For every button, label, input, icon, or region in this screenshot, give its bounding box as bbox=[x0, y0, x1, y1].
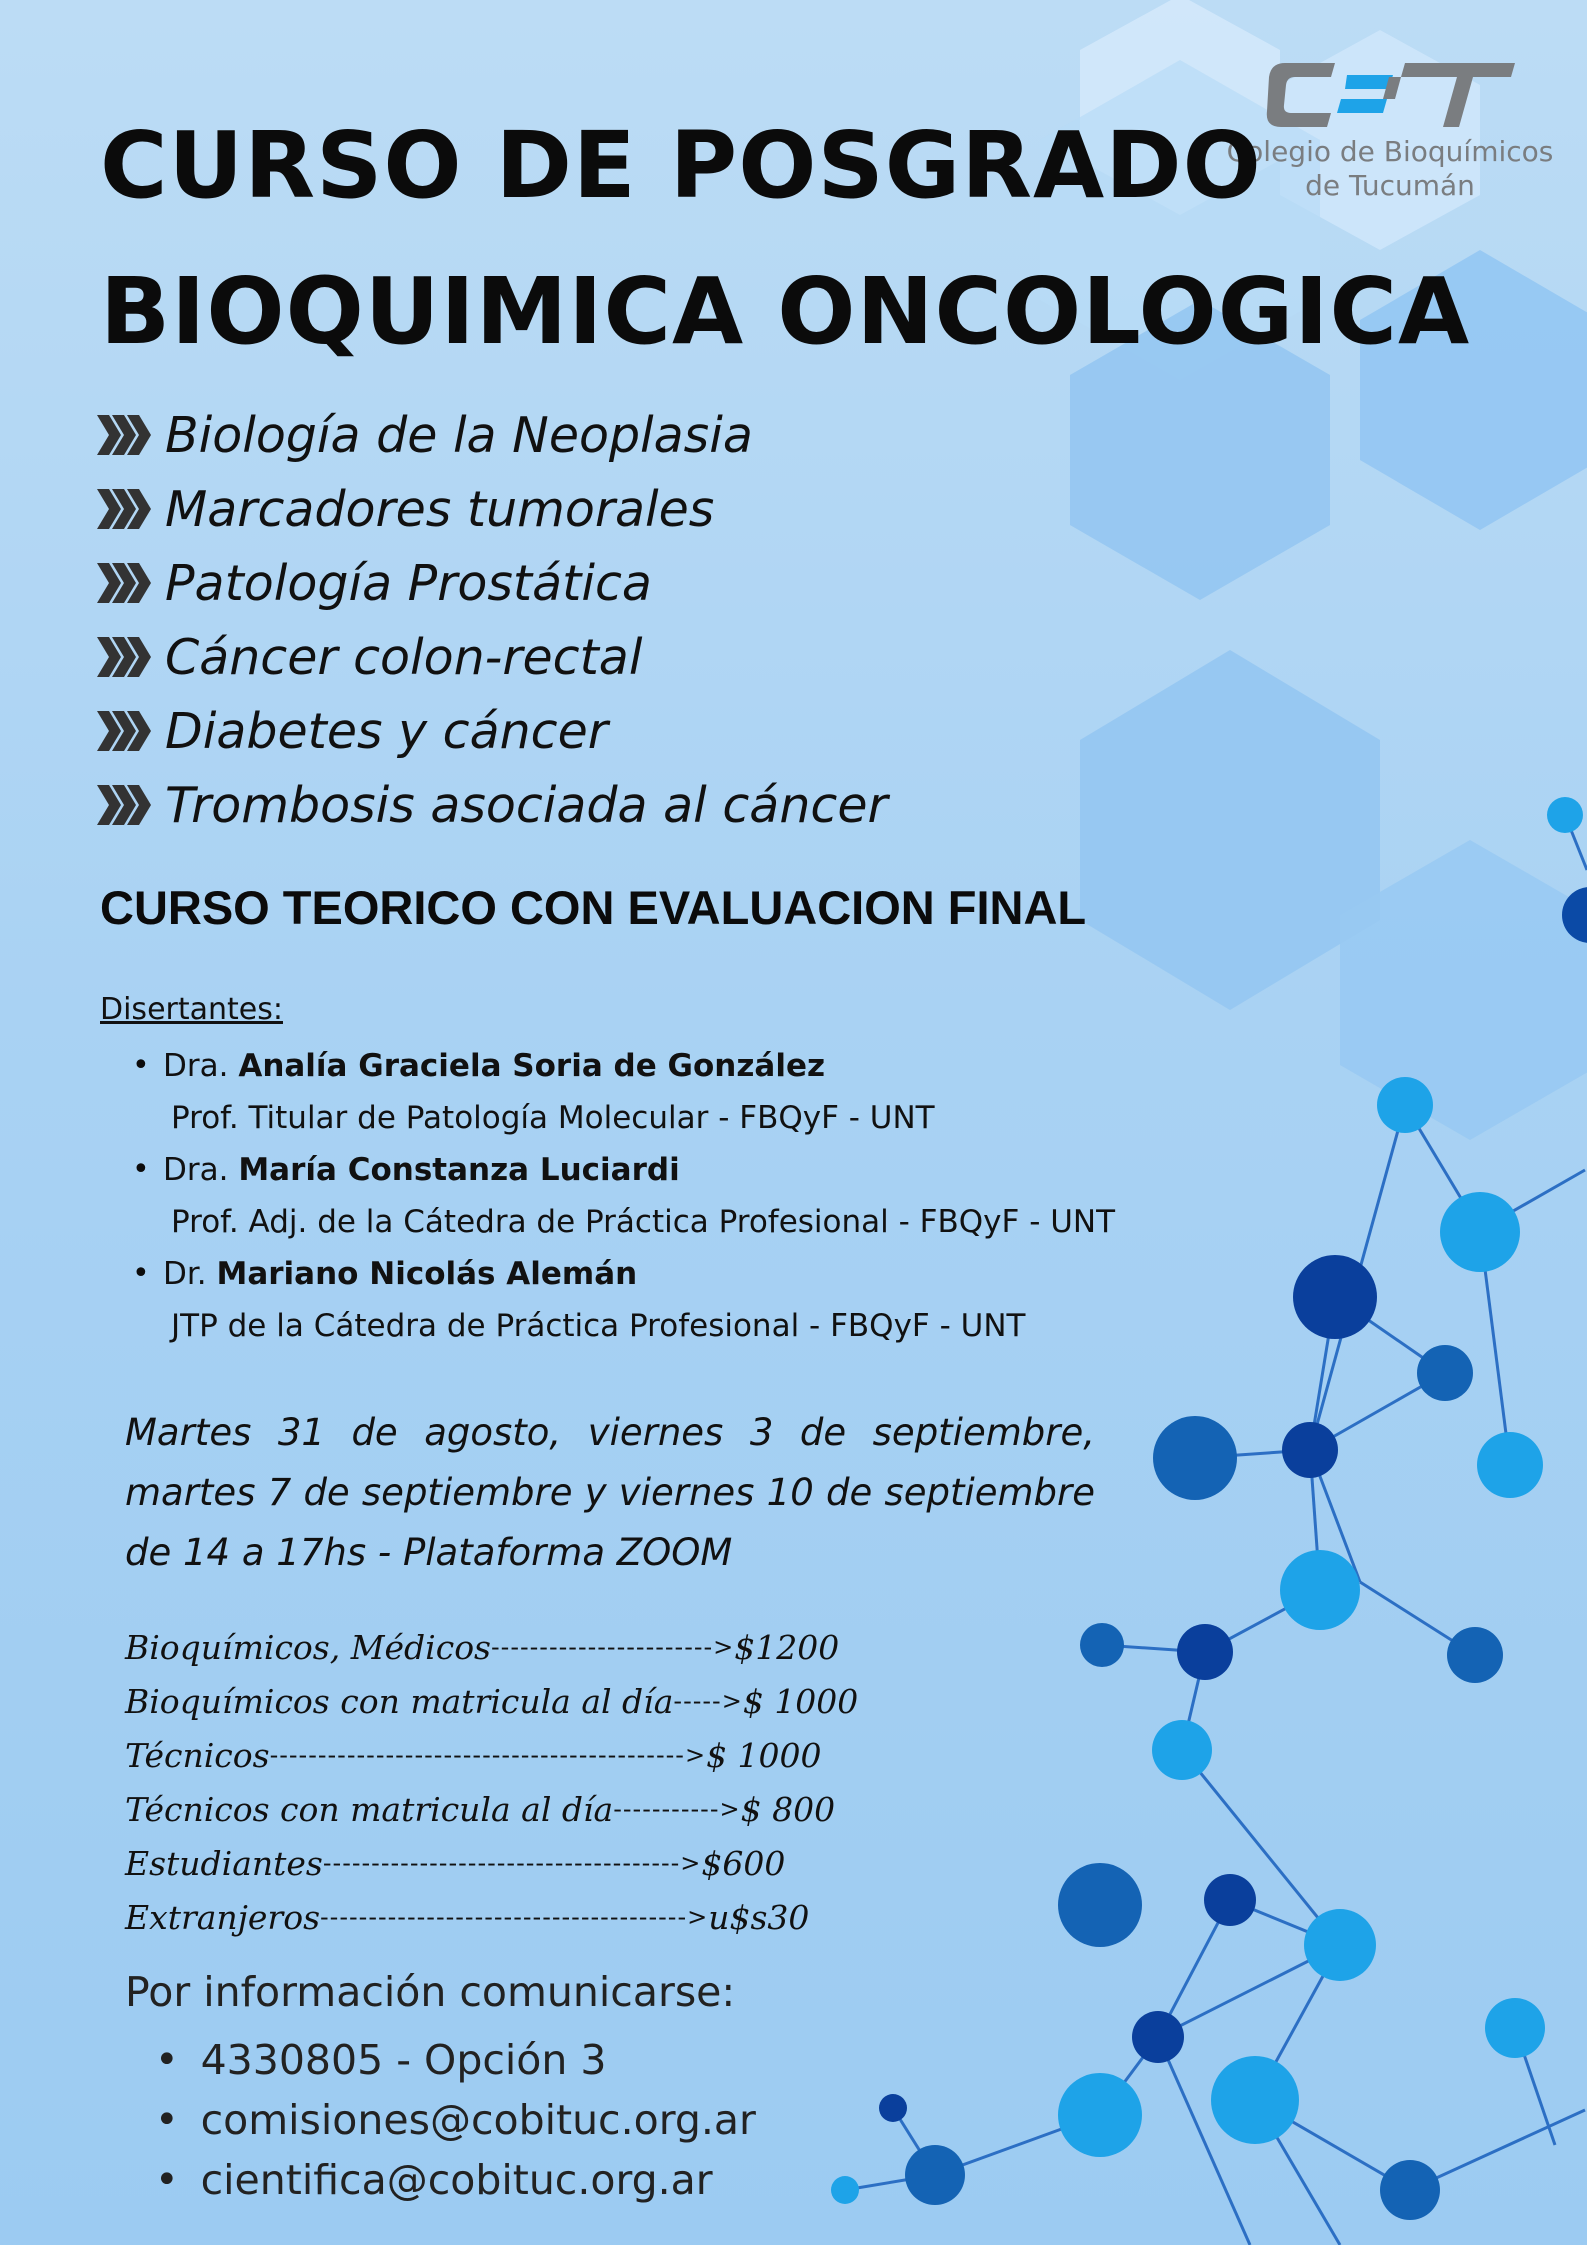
triple-chevron-icon bbox=[95, 561, 153, 605]
price-value: $ 1000 bbox=[742, 1681, 859, 1721]
price-leader: -------------------------------------------> bbox=[269, 1741, 707, 1769]
node bbox=[905, 2145, 965, 2205]
topic-text: Cáncer colon-rectal bbox=[165, 628, 643, 686]
speaker-item bbox=[130, 1248, 1115, 1352]
logo-line-1: Colegio de Bioquímicos bbox=[1226, 135, 1554, 168]
price-row bbox=[125, 1782, 858, 1836]
node bbox=[1547, 797, 1583, 833]
node bbox=[1152, 1720, 1212, 1780]
topic-text: Marcadores tumorales bbox=[165, 480, 715, 538]
node bbox=[1485, 1998, 1545, 2058]
price-list bbox=[125, 1620, 858, 1944]
topic-text: Trombosis asociada al cáncer bbox=[165, 776, 888, 834]
price-row bbox=[125, 1674, 858, 1728]
title-line-2: BIOQUIMICA ONCOLOGICA bbox=[100, 258, 1471, 365]
price-row bbox=[125, 1836, 858, 1890]
speaker-name-line bbox=[163, 1144, 1115, 1196]
price-row bbox=[125, 1728, 858, 1782]
price-leader: -----------> bbox=[613, 1795, 741, 1823]
contact-email-cientifica[interactable]: • cientifica@cobituc.org.ar bbox=[155, 2150, 756, 2210]
speaker-item bbox=[130, 1040, 1115, 1144]
cbt-logo-mark bbox=[1265, 55, 1515, 135]
node bbox=[1304, 1909, 1376, 1981]
node bbox=[1282, 1422, 1338, 1478]
contact-list bbox=[155, 2030, 756, 2210]
contact-phone[interactable]: • 4330805 - Opción 3 bbox=[155, 2030, 756, 2090]
topic-text: Diabetes y cáncer bbox=[165, 702, 608, 760]
price-label: Técnicos bbox=[125, 1735, 270, 1775]
price-label: Bioquímicos con matricula al día bbox=[125, 1681, 674, 1721]
topic-item bbox=[95, 768, 888, 842]
node bbox=[1058, 1863, 1142, 1947]
hexagon bbox=[1080, 650, 1380, 1010]
node bbox=[1177, 1624, 1233, 1680]
node bbox=[1477, 1432, 1543, 1498]
node bbox=[1080, 1623, 1124, 1667]
price-leader: -------------------------------------> bbox=[322, 1849, 702, 1877]
speaker-list bbox=[130, 1040, 1115, 1352]
speaker-title: Dra. bbox=[163, 1152, 229, 1188]
node bbox=[1132, 2011, 1184, 2063]
contact-email-comisiones[interactable]: • comisiones@cobituc.org.ar bbox=[155, 2090, 756, 2150]
price-label: Bioquímicos, Médicos bbox=[125, 1627, 491, 1667]
price-leader: --------------------------------------> bbox=[320, 1903, 709, 1931]
node bbox=[879, 2094, 907, 2122]
topic-list bbox=[95, 398, 888, 842]
contact-heading: Por información comunicarse: bbox=[125, 1968, 736, 2016]
price-row bbox=[125, 1890, 858, 1944]
node bbox=[1380, 2160, 1440, 2220]
triple-chevron-icon bbox=[95, 487, 153, 531]
node bbox=[831, 2176, 859, 2204]
node bbox=[1417, 1345, 1473, 1401]
price-label: Extranjeros bbox=[125, 1897, 321, 1937]
schedule-text: Martes 31 de agosto, viernes 3 de septiembre, martes 7 de septiembre y viernes 10 de septiembre de 14 a 17hs - Plataforma ZOOM bbox=[125, 1411, 1095, 1574]
triple-chevron-icon bbox=[95, 413, 153, 457]
bullet: • bbox=[132, 1152, 150, 1187]
triple-chevron-icon bbox=[95, 783, 153, 827]
node bbox=[1440, 1192, 1520, 1272]
bullet: • bbox=[132, 1048, 150, 1083]
price-label: Técnicos con matricula al día bbox=[125, 1789, 614, 1829]
node bbox=[1293, 1255, 1377, 1339]
course-type-heading: CURSO TEORICO CON EVALUACION FINAL bbox=[100, 881, 1087, 934]
price-value: $600 bbox=[701, 1843, 786, 1883]
logo bbox=[1220, 55, 1560, 203]
logo-line-2: de Tucumán bbox=[1305, 169, 1475, 202]
speaker-title: Dra. bbox=[163, 1048, 229, 1084]
price-value: $ 800 bbox=[740, 1789, 836, 1829]
topic-item bbox=[95, 546, 888, 620]
speaker-name: María Constanza Luciardi bbox=[238, 1152, 680, 1188]
node bbox=[1153, 1416, 1237, 1500]
topic-item bbox=[95, 694, 888, 768]
price-leader: -----------------------> bbox=[491, 1633, 735, 1661]
topic-item bbox=[95, 398, 888, 472]
node bbox=[1204, 1874, 1256, 1926]
topic-item bbox=[95, 620, 888, 694]
price-leader: -----> bbox=[673, 1687, 743, 1715]
node bbox=[1377, 1077, 1433, 1133]
node bbox=[1211, 2056, 1299, 2144]
speaker-role: JTP de la Cátedra de Práctica Profesional - FBQyF - UNT bbox=[171, 1308, 1026, 1344]
speaker-role: Prof. Titular de Patología Molecular - FBQyF - UNT bbox=[171, 1100, 935, 1136]
price-value: $ 1000 bbox=[706, 1735, 822, 1775]
speaker-name: Mariano Nicolás Alemán bbox=[216, 1256, 638, 1292]
title-line-1: CURSO DE POSGRADO bbox=[100, 112, 1262, 219]
speaker-name: Analía Graciela Soria de González bbox=[238, 1048, 826, 1084]
price-label: Estudiantes bbox=[125, 1843, 323, 1883]
speaker-name-line bbox=[163, 1248, 1115, 1300]
topic-text: Biología de la Neoplasia bbox=[165, 406, 753, 464]
speaker-title: Dr. bbox=[163, 1256, 207, 1292]
price-value: u$s30 bbox=[708, 1897, 810, 1937]
bullet: • bbox=[132, 1256, 150, 1291]
price-value: $1200 bbox=[734, 1627, 840, 1667]
topic-item bbox=[95, 472, 888, 546]
triple-chevron-icon bbox=[95, 709, 153, 753]
topic-text: Patología Prostática bbox=[165, 554, 652, 612]
node bbox=[1280, 1550, 1360, 1630]
speakers-label: Disertantes: bbox=[100, 992, 283, 1027]
speaker-name-line bbox=[163, 1040, 1115, 1092]
speaker-role: Prof. Adj. de la Cátedra de Práctica Profesional - FBQyF - UNT bbox=[171, 1204, 1116, 1240]
price-row bbox=[125, 1620, 858, 1674]
triple-chevron-icon bbox=[95, 635, 153, 679]
node bbox=[1058, 2073, 1142, 2157]
node bbox=[1447, 1627, 1503, 1683]
speaker-item bbox=[130, 1144, 1115, 1248]
